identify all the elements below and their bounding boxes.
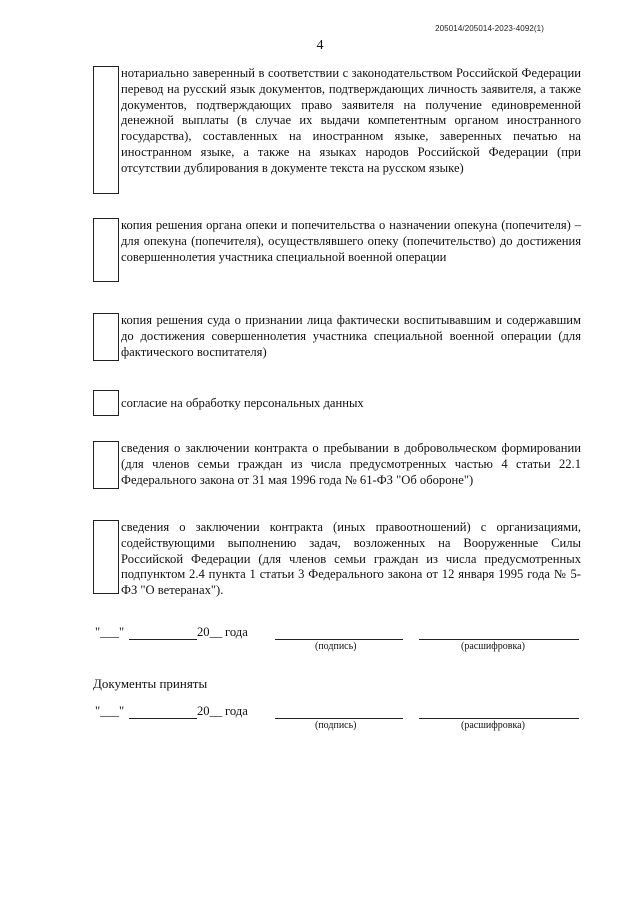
checklist-item xyxy=(93,218,581,286)
decoding-caption: (расшифровка) xyxy=(461,641,525,652)
checkbox[interactable] xyxy=(93,218,119,282)
page-number: 4 xyxy=(316,38,324,53)
checkbox[interactable] xyxy=(93,66,119,194)
date-suffix: года xyxy=(225,704,248,718)
checkbox[interactable] xyxy=(93,390,119,416)
checklist-item xyxy=(93,441,581,493)
date-year[interactable]: 20__ xyxy=(197,625,223,639)
item-text: согласие на обработку персональных данных xyxy=(121,396,364,410)
item-text: сведения о заключении контракта (иных правоотношений) с организациями, содействующими выполнению задач, возложенных на Вооруженные Силы Российской Федерации (для членов семьи граждан из числа предусмотренных подпунктом 2.4 пункта 1 статьи 3 Федерального закона от 12 января 1995 года № 5-ФЗ "О ветеранах"). xyxy=(121,520,581,598)
date-month-line[interactable] xyxy=(129,718,197,719)
signature-caption: (подпись) xyxy=(315,641,357,652)
date-month-line[interactable] xyxy=(129,639,197,640)
checklist-item xyxy=(93,313,581,365)
item-text: копия решения суда о признании лица фактически воспитывавшим и содержавшим до достижения совершеннолетия участника специальной военной операции (для фактического воспитателя) xyxy=(121,313,581,359)
date-day[interactable]: "___" xyxy=(95,704,125,718)
checkbox[interactable] xyxy=(93,441,119,489)
item-text: нотариально заверенный в соответствии с законодательством Российской Федерации перевод на русский язык документов, подтверждающих личность заявителя, а также документов, подтверждающих право заявителя на получение единовременной денежной выплаты (в случае их выдачи компетентным органом иностранного государства), составленных на иностранном языке, заверенных печатью на иностранном языке, а также на языках народов Российской Федерации (при отсутствии дублирования в документе текста на русском языке) xyxy=(121,66,581,175)
signature-row xyxy=(93,702,581,734)
item-text: копия решения органа опеки и попечительства о назначении опекуна (попечителя) – для опекуна (попечителя), осуществлявшего опеку (попечительство) до достижения совершеннолетия участника специальной военной операции xyxy=(121,218,581,264)
document-number: 205014/205014-2023-4092(1) xyxy=(435,24,544,33)
date-year[interactable]: 20__ xyxy=(197,704,223,718)
signature-line[interactable] xyxy=(275,639,403,640)
date-day[interactable]: "___" xyxy=(95,625,125,639)
decoding-caption: (расшифровка) xyxy=(461,720,525,731)
signature-row xyxy=(93,623,581,655)
decoding-line[interactable] xyxy=(419,718,579,719)
checklist-item xyxy=(93,66,581,196)
date-suffix: года xyxy=(225,625,248,639)
checklist-item xyxy=(93,390,581,418)
signature-line[interactable] xyxy=(275,718,403,719)
decoding-line[interactable] xyxy=(419,639,579,640)
documents-accepted-label: Документы приняты xyxy=(93,676,208,691)
signature-caption: (подпись) xyxy=(315,720,357,731)
checklist-item xyxy=(93,520,581,600)
checkbox[interactable] xyxy=(93,520,119,594)
item-text: сведения о заключении контракта о пребывании в добровольческом формировании (для членов семьи граждан из числа предусмотренных частью 4 статьи 22.1 Федерального закона от 31 мая 1996 года № 61-ФЗ "Об обороне") xyxy=(121,441,581,487)
checkbox[interactable] xyxy=(93,313,119,361)
